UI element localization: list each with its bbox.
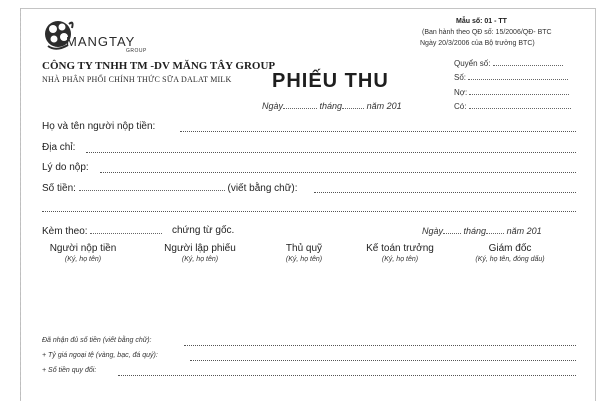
- signature-preparer: Người lập phiếu: [164, 243, 236, 254]
- form-number: Mẫu số: 01 - TT: [456, 18, 507, 25]
- date-month-label: tháng: [319, 101, 343, 111]
- sign-date: [422, 225, 542, 236]
- amount-words-label: (viết bằng chữ):: [227, 183, 298, 194]
- sign-month-blank[interactable]: [486, 225, 504, 234]
- book-number-field: [454, 57, 563, 68]
- company-name: CÔNG TY TNHH TM -DV MĂNG TÂY GROUP: [42, 60, 276, 72]
- signature-payer: Người nộp tiền: [49, 243, 117, 254]
- debit-label: Nợ:: [454, 88, 468, 97]
- issued-by-line1: (Ban hành theo QĐ số: 15/2006/QĐ- BTC: [422, 29, 552, 36]
- signature-cashier-note: (Ký, họ tên): [285, 256, 323, 263]
- distributor-line: NHÀ PHÂN PHỐI CHÍNH THỨC SỮA DALAT MILK: [42, 75, 232, 84]
- amount-label: Số tiền:: [42, 183, 76, 194]
- received-amount-label: Đã nhận đủ số tiền (viết bằng chữ):: [42, 337, 152, 344]
- address-label: Địa chỉ:: [42, 142, 76, 153]
- credit-blank[interactable]: [469, 100, 571, 109]
- perforation-line: [20, 8, 24, 400]
- signature-director-note: (Ký, họ tên, đóng dấu): [475, 256, 545, 263]
- document-title: PHIẾU THU: [272, 70, 389, 92]
- sign-year-label: năm 201: [506, 226, 542, 236]
- receipt-number-field: [454, 71, 568, 82]
- debit-blank[interactable]: [469, 86, 569, 95]
- signature-cashier: Thủ quỹ: [285, 243, 323, 254]
- credit-label: Có:: [454, 102, 467, 111]
- book-number-label: Quyển số:: [454, 59, 491, 68]
- date-month-blank[interactable]: [342, 100, 364, 109]
- signature-director: Giám đốc: [488, 243, 532, 254]
- credit-field: [454, 100, 571, 111]
- sign-month-label: tháng: [463, 226, 487, 236]
- exchange-rate-blank[interactable]: [190, 360, 576, 361]
- amount-words-blank[interactable]: [314, 192, 576, 193]
- amount-words-blank-2[interactable]: [42, 211, 576, 212]
- sign-day-blank[interactable]: [443, 225, 461, 234]
- converted-amount-blank[interactable]: [118, 375, 576, 376]
- reason-label: Lý do nộp:: [42, 162, 89, 173]
- brand-name: MANGTAY: [66, 34, 136, 49]
- book-number-blank[interactable]: [493, 57, 563, 66]
- debit-field: [454, 86, 569, 97]
- received-amount-blank[interactable]: [184, 345, 576, 346]
- payer-name-blank[interactable]: [180, 131, 576, 132]
- issued-by-line2: Ngày 20/3/2006 của Bộ trưởng BTC): [420, 40, 535, 47]
- attachment-label: Kèm theo:: [42, 226, 88, 237]
- issue-date: [262, 100, 402, 111]
- brand-sub: GROUP: [126, 48, 147, 54]
- receipt-number-blank[interactable]: [468, 71, 568, 80]
- reason-blank[interactable]: [100, 172, 576, 173]
- amount-field: [42, 182, 298, 194]
- date-day-label: Ngày: [262, 101, 284, 111]
- address-blank[interactable]: [86, 152, 576, 153]
- receipt-number-label: Số:: [454, 73, 467, 82]
- signature-preparer-note: (Ký, họ tên): [181, 256, 219, 263]
- original-documents-label: chứng từ gốc.: [172, 225, 235, 236]
- amount-blank[interactable]: [79, 182, 225, 191]
- signature-chief-accountant-note: (Ký, họ tên): [381, 256, 419, 263]
- signature-payer-note: (Ký, họ tên): [64, 256, 102, 263]
- sign-day-label: Ngày: [422, 226, 444, 236]
- payer-name-label: Họ và tên người nộp tiền:: [42, 121, 156, 132]
- date-year-label: năm 201: [366, 101, 402, 111]
- converted-amount-label: + Số tiền quy đổi:: [42, 367, 97, 374]
- attachment-field: [42, 225, 162, 237]
- attachment-blank[interactable]: [90, 225, 162, 234]
- date-day-blank[interactable]: [283, 100, 317, 109]
- exchange-rate-label: + Tỷ giá ngoại tệ (vàng, bạc, đá quý):: [42, 352, 158, 359]
- signature-chief-accountant: Kế toán trưởng: [366, 243, 434, 254]
